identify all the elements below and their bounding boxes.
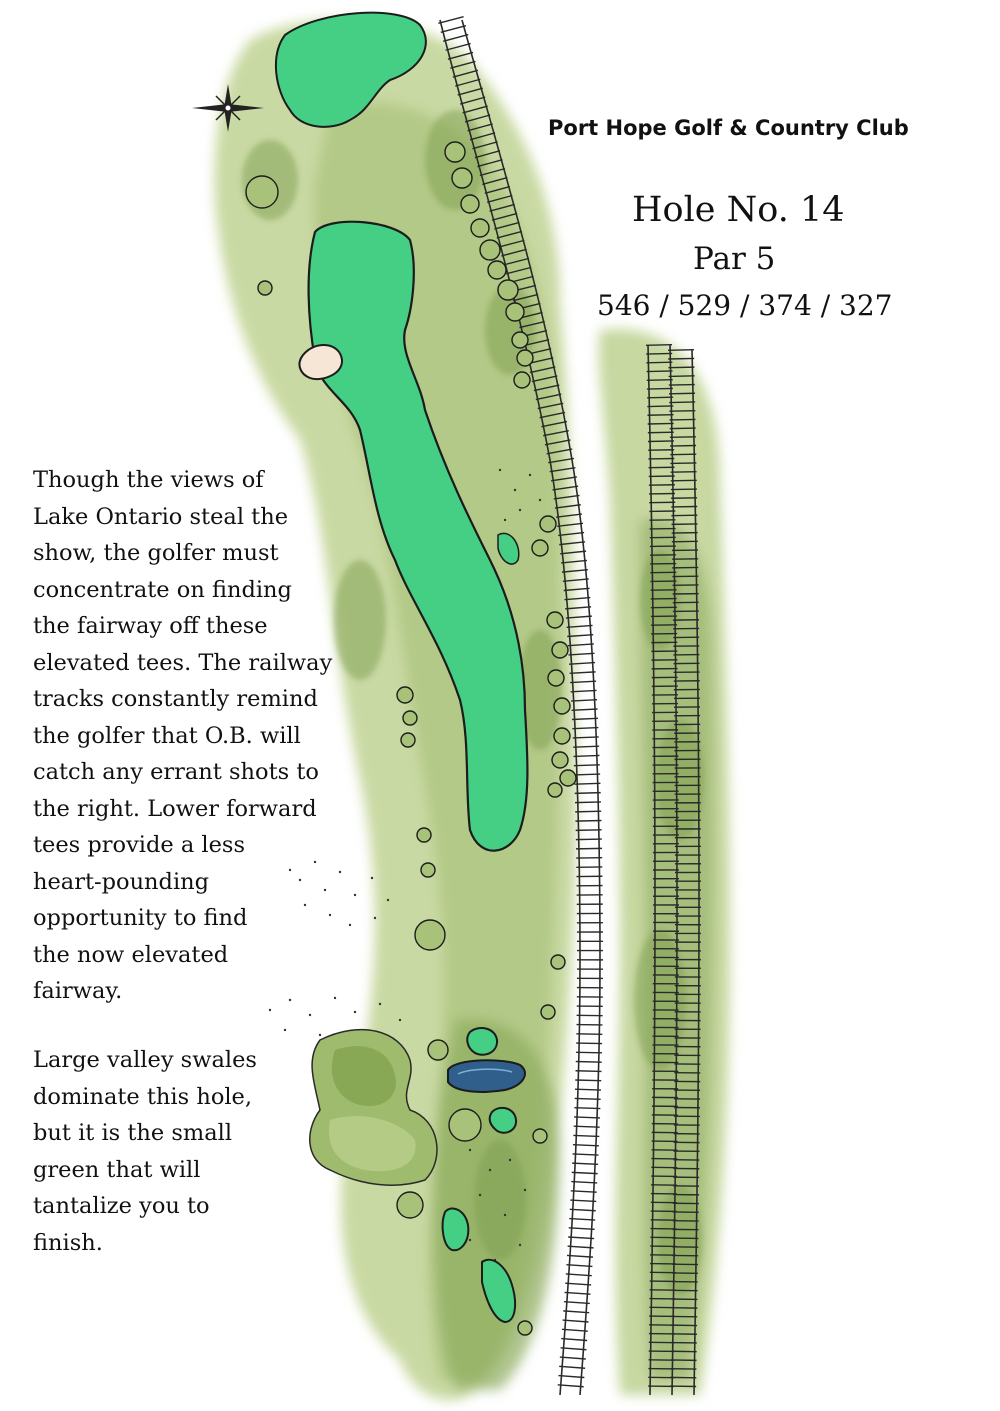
railway-tie (670, 437, 696, 438)
tree-icon (445, 142, 465, 162)
description-line: tees provide a less (33, 832, 246, 858)
tree-icon (498, 280, 518, 300)
tree-icon (246, 176, 278, 208)
railway-tie (647, 371, 673, 372)
tree-icon (428, 1040, 448, 1060)
tree-icon (403, 711, 417, 725)
tree-icon (417, 828, 431, 842)
railway-tie (574, 1117, 600, 1118)
railway-tie (575, 1080, 601, 1081)
tree-icon (541, 1005, 555, 1019)
railway-tie (558, 1385, 584, 1387)
hole-description-2 (33, 1042, 378, 1261)
railway-tie (648, 415, 674, 416)
railway-tie (646, 353, 672, 354)
railway-tie (576, 1043, 602, 1044)
description-line: the now elevated (33, 941, 229, 968)
club-name: Port Hope Golf & Country Club (548, 116, 909, 140)
tree-icon (488, 261, 506, 279)
tee-box-icon (443, 1208, 469, 1250)
railway-tie (647, 397, 673, 398)
railway-tie (668, 358, 694, 359)
tree-icon (547, 612, 563, 628)
railway-tie (670, 428, 696, 429)
tree-icon (533, 1129, 547, 1143)
tree-icon (517, 350, 533, 366)
railway-tie (443, 35, 468, 42)
tee-box-icon (490, 1108, 516, 1133)
railway-tie (648, 423, 674, 424)
railway-tie (572, 1172, 598, 1173)
hole-number: Hole No. 14 (632, 190, 845, 230)
railway-tie (669, 385, 695, 386)
railway-tie (574, 783, 600, 784)
railway-tie (571, 1191, 597, 1192)
railway-tie (574, 774, 600, 775)
railway-tie (571, 1182, 597, 1183)
railway-tie (576, 1052, 602, 1053)
railway-tie (559, 1366, 585, 1368)
tree-icon (461, 195, 479, 213)
tree-icon (554, 698, 570, 714)
railway-tie (566, 1265, 592, 1267)
railway-tie (573, 1145, 599, 1146)
description-line: finish. (33, 1229, 103, 1256)
railway-tie (569, 1228, 595, 1230)
railway-tie (574, 765, 600, 766)
description-line: Large valley swales (33, 1047, 257, 1073)
railway-tie (669, 393, 695, 394)
tree-icon (421, 863, 435, 877)
railway-tie (564, 1302, 590, 1304)
description-line: the right. Lower forward (33, 795, 317, 822)
railway-tie (563, 1311, 589, 1313)
railway-tie (576, 1062, 602, 1063)
description-line: concentrate on finding (33, 576, 292, 603)
railway-tie (575, 802, 601, 803)
description-line: fairway. (33, 978, 123, 1004)
water-hazard-icon (448, 1060, 525, 1092)
hole-description-1 (33, 462, 378, 1010)
railway-tie (575, 793, 601, 794)
description-line: catch any errant shots to (33, 759, 319, 785)
tree-icon (415, 920, 445, 950)
railway-tie (566, 1274, 592, 1276)
tree-icon (540, 516, 556, 532)
railway-tie (573, 1135, 599, 1136)
tree-icon (449, 1109, 481, 1141)
railway-tie (438, 17, 463, 24)
railway-tie (647, 388, 673, 389)
tree-icon (532, 540, 548, 556)
tree-icon (471, 219, 489, 237)
railway-tie (570, 1209, 596, 1210)
railway-tie (646, 362, 672, 363)
railway-tie (561, 1348, 587, 1350)
railway-tie (647, 406, 673, 407)
description-line: the fairway off these (33, 613, 268, 639)
railway-tie (572, 709, 598, 710)
tee-box-icon (467, 1028, 497, 1055)
railway-tie (567, 1255, 593, 1257)
railway-tie (576, 830, 602, 831)
railway-tie (576, 1071, 602, 1072)
description-line: show, the golfer must (33, 540, 279, 566)
tree-icon (452, 168, 472, 188)
description-line: tracks constantly remind (33, 686, 318, 712)
railway-tie (570, 1200, 596, 1201)
railway-tie (574, 1108, 600, 1109)
description-line: Lake Ontario steal the (33, 503, 289, 530)
tree-icon (397, 687, 413, 703)
railway-tie (669, 376, 695, 377)
hole-yardages: 546 / 529 / 374 / 327 (597, 289, 893, 322)
railway-tie (669, 402, 695, 403)
railway-tie (575, 821, 601, 822)
railway-tie (569, 1219, 595, 1221)
railway-tie (574, 1126, 600, 1127)
railway-tie (560, 1357, 586, 1359)
railway-tie (572, 728, 598, 729)
railway-tie (647, 380, 673, 381)
tree-icon (258, 281, 272, 295)
tree-icon (506, 303, 524, 321)
railway-tie (648, 441, 674, 442)
tree-icon (548, 783, 562, 797)
railway-tie (561, 1339, 587, 1341)
tree-icon (552, 752, 568, 768)
railway-tie (568, 1237, 594, 1239)
description-line: but it is the small (33, 1120, 233, 1146)
tree-icon (480, 240, 500, 260)
railway-tie (575, 1098, 601, 1099)
railway-tie (669, 411, 695, 412)
railway-tie (573, 1154, 599, 1155)
railway-tie (568, 1246, 594, 1248)
tree-icon (560, 770, 576, 786)
railway-tie (573, 746, 599, 747)
tree-icon (552, 642, 568, 658)
railway-tie (575, 1089, 601, 1090)
railway-tie (565, 1283, 591, 1285)
description-line: green that will (33, 1156, 201, 1183)
railway-tie (563, 1320, 589, 1322)
railway-tie (668, 350, 694, 351)
railway-tie (441, 26, 466, 33)
railway-tie (670, 419, 696, 420)
description-line: heart-pounding (33, 868, 210, 895)
railway-tie (562, 1329, 588, 1331)
description-line: Though the views of (33, 467, 264, 493)
tree-icon (514, 372, 530, 388)
railway-tie (646, 345, 672, 346)
description-line: tantalize you to (33, 1193, 210, 1219)
railway-tie (574, 755, 600, 756)
tree-icon (551, 955, 565, 969)
tree-icon (518, 1321, 532, 1335)
description-line: dominate this hole, (33, 1083, 253, 1110)
description-line: elevated tees. The railway (33, 649, 333, 676)
railway-tie (558, 1376, 584, 1378)
railway-tie (573, 737, 599, 738)
railway-tie (565, 1292, 591, 1294)
tree-icon (554, 728, 570, 744)
railway-tie (668, 367, 694, 368)
railway-tie (575, 811, 601, 812)
railway-tie (572, 718, 598, 719)
tree-icon (512, 332, 528, 348)
hole-par: Par 5 (693, 241, 776, 277)
railway-tie (576, 839, 602, 840)
tree-icon (548, 670, 564, 686)
tree-icon (397, 1192, 423, 1218)
description-line: the golfer that O.B. will (33, 722, 301, 749)
description-line: opportunity to find (33, 905, 248, 931)
railway-tie (648, 432, 674, 433)
railway-tie (572, 1163, 598, 1164)
railway-tie (670, 446, 696, 447)
tree-icon (401, 733, 415, 747)
